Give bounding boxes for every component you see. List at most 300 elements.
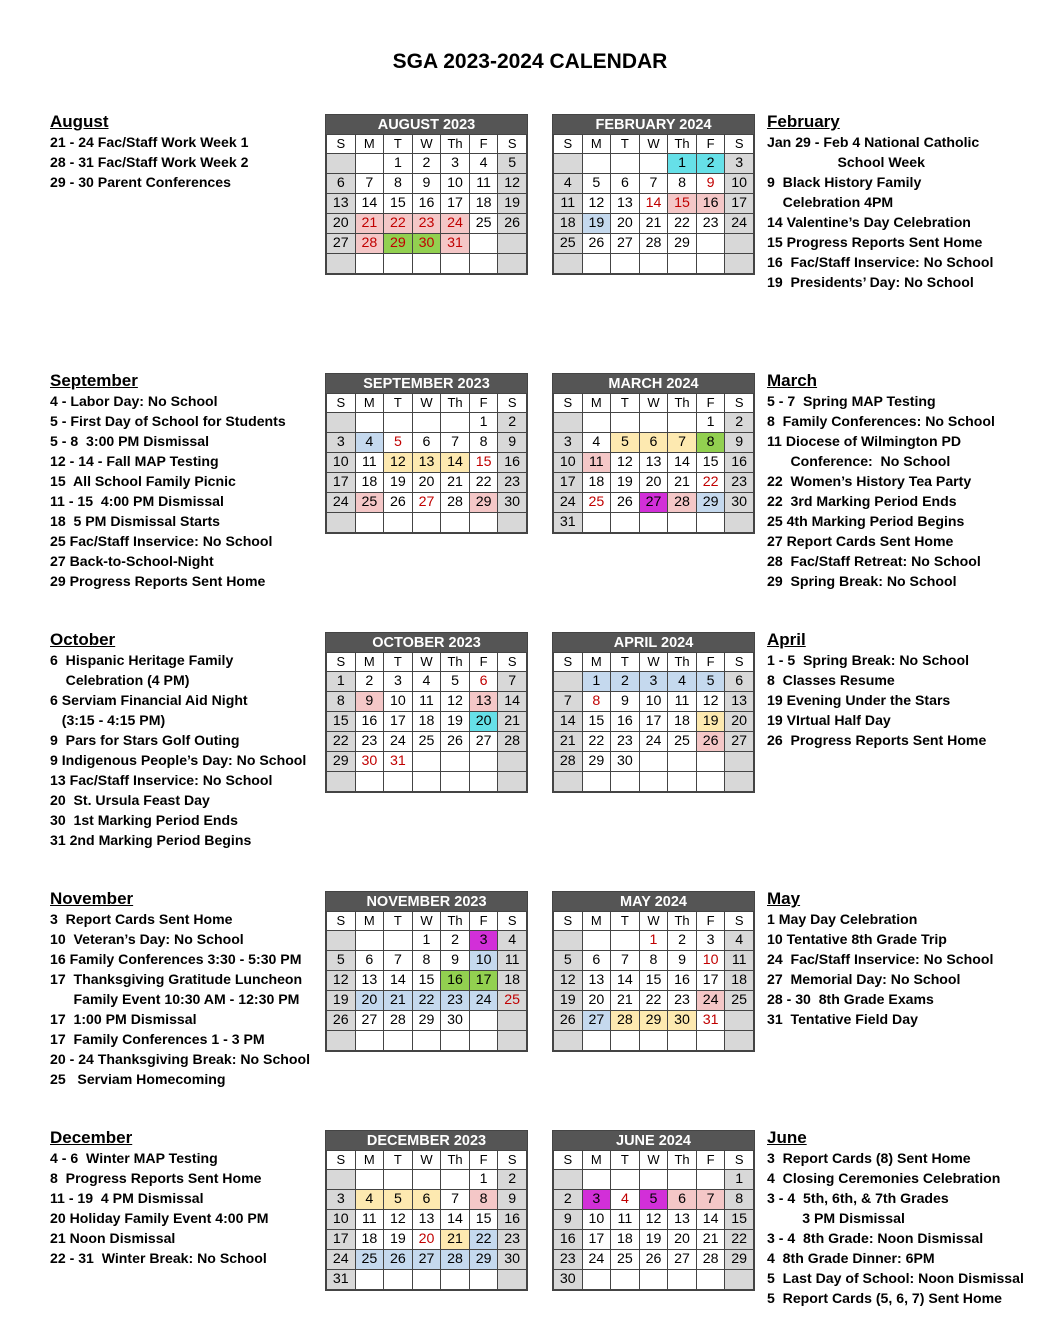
empty-cell — [412, 513, 441, 533]
weekday-header: F — [696, 653, 725, 672]
day-cell: 8 — [412, 951, 441, 971]
event-item: 3 Report Cards Sent Home — [50, 911, 233, 927]
day-cell: 7 — [355, 174, 384, 194]
empty-cell — [412, 254, 441, 274]
day-cell: 7 — [498, 672, 527, 692]
day-cell: 13 — [668, 1210, 697, 1230]
weekday-header: S — [498, 1151, 527, 1170]
event-item: 10 Veteran’s Day: No School — [50, 931, 244, 947]
day-cell: 20 — [355, 991, 384, 1011]
day-cell: 26 — [441, 732, 470, 752]
day-cell: 11 — [469, 174, 498, 194]
day-cell: 12 — [554, 971, 583, 991]
day-cell: 23 — [355, 732, 384, 752]
calendar-title: SEPTEMBER 2023 — [326, 374, 527, 393]
empty-cell — [611, 1031, 640, 1051]
empty-cell — [441, 254, 470, 274]
day-cell: 27 — [327, 234, 356, 254]
day-cell: 7 — [611, 951, 640, 971]
day-cell: 29 — [469, 1250, 498, 1270]
empty-cell — [582, 154, 611, 174]
weekday-header: W — [639, 912, 668, 931]
day-cell: 16 — [355, 712, 384, 732]
day-cell: 13 — [355, 971, 384, 991]
event-item: (3:15 - 4:15 PM) — [50, 712, 166, 728]
empty-cell — [582, 513, 611, 533]
day-cell: 27 — [469, 732, 498, 752]
day-cell: 27 — [668, 1250, 697, 1270]
calendar-may — [552, 891, 755, 1052]
weekday-header: W — [412, 1151, 441, 1170]
weekday-header: M — [582, 912, 611, 931]
empty-cell — [469, 1270, 498, 1290]
day-cell: 9 — [725, 433, 754, 453]
day-cell: 7 — [441, 433, 470, 453]
day-cell: 24 — [327, 493, 356, 513]
empty-cell — [441, 413, 470, 433]
day-cell: 18 — [668, 712, 697, 732]
day-cell: 29 — [412, 1011, 441, 1031]
day-cell: 29 — [696, 493, 725, 513]
day-cell: 7 — [696, 1190, 725, 1210]
day-cell: 11 — [611, 1210, 640, 1230]
day-cell: 9 — [355, 692, 384, 712]
day-cell: 27 — [412, 1250, 441, 1270]
day-cell: 26 — [696, 732, 725, 752]
empty-cell — [668, 772, 697, 792]
weekday-header: S — [725, 1151, 754, 1170]
day-cell: 8 — [668, 174, 697, 194]
event-item: 31 Tentative Field Day — [767, 1011, 918, 1027]
empty-cell — [582, 1170, 611, 1190]
day-cell: 8 — [469, 1190, 498, 1210]
day-cell: 27 — [611, 234, 640, 254]
weekday-header: S — [554, 394, 583, 413]
day-cell: 4 — [355, 433, 384, 453]
empty-cell — [355, 154, 384, 174]
day-cell: 22 — [469, 473, 498, 493]
empty-cell — [725, 234, 754, 254]
day-cell: 9 — [554, 1210, 583, 1230]
calendar-oct — [325, 632, 528, 793]
day-cell: 9 — [668, 951, 697, 971]
day-cell: 23 — [498, 1230, 527, 1250]
day-cell: 13 — [469, 692, 498, 712]
day-cell: 10 — [384, 692, 413, 712]
empty-cell — [327, 1170, 356, 1190]
weekday-header: W — [412, 912, 441, 931]
day-cell: 27 — [639, 493, 668, 513]
september-events — [50, 371, 320, 591]
day-cell: 19 — [384, 473, 413, 493]
day-cell: 18 — [725, 971, 754, 991]
empty-cell — [498, 1011, 527, 1031]
day-cell: 1 — [327, 672, 356, 692]
empty-cell — [611, 413, 640, 433]
day-cell: 23 — [696, 214, 725, 234]
calendar-sep — [325, 373, 528, 534]
calendar-nov — [325, 891, 528, 1052]
day-cell: 21 — [441, 473, 470, 493]
event-item: 9 Indigenous People’s Day: No School — [50, 752, 307, 768]
day-cell: 11 — [554, 194, 583, 214]
event-item: 19 Presidents’ Day: No School — [767, 274, 974, 290]
weekday-header: S — [327, 135, 356, 154]
day-cell: 12 — [498, 174, 527, 194]
calendar-title: OCTOBER 2023 — [326, 633, 527, 652]
weekday-header: Th — [668, 653, 697, 672]
event-item: 29 Spring Break: No School — [767, 573, 957, 589]
day-cell: 9 — [441, 951, 470, 971]
day-cell: 14 — [355, 194, 384, 214]
day-cell: 28 — [554, 752, 583, 772]
day-cell: 2 — [498, 1170, 527, 1190]
empty-cell — [355, 513, 384, 533]
empty-cell — [668, 254, 697, 274]
day-cell: 14 — [639, 194, 668, 214]
event-item: 12 - 14 - Fall MAP Testing — [50, 453, 219, 469]
weekday-header: S — [498, 653, 527, 672]
event-item: 27 Back-to-School-Night — [50, 553, 214, 569]
day-cell: 26 — [554, 1011, 583, 1031]
day-cell: 15 — [668, 194, 697, 214]
day-cell: 17 — [384, 712, 413, 732]
day-cell: 30 — [355, 752, 384, 772]
day-cell: 17 — [696, 971, 725, 991]
day-cell: 6 — [639, 433, 668, 453]
day-cell: 19 — [327, 991, 356, 1011]
empty-cell — [384, 513, 413, 533]
empty-cell — [441, 1270, 470, 1290]
empty-cell — [327, 154, 356, 174]
weekday-header: M — [355, 653, 384, 672]
day-cell: 22 — [668, 214, 697, 234]
weekday-header: T — [384, 1151, 413, 1170]
weekday-header: M — [355, 135, 384, 154]
day-cell: 17 — [469, 971, 498, 991]
empty-cell — [441, 752, 470, 772]
day-cell: 25 — [725, 991, 754, 1011]
weekday-header: F — [696, 135, 725, 154]
day-cell: 13 — [725, 692, 754, 712]
day-cell: 31 — [554, 513, 583, 533]
day-cell: 10 — [639, 692, 668, 712]
month-heading: March — [767, 371, 818, 390]
empty-cell — [412, 752, 441, 772]
day-cell: 17 — [327, 1230, 356, 1250]
day-cell: 11 — [725, 951, 754, 971]
empty-cell — [696, 1170, 725, 1190]
weekday-header: M — [582, 1151, 611, 1170]
day-cell: 23 — [554, 1250, 583, 1270]
day-cell: 30 — [668, 1011, 697, 1031]
empty-cell — [668, 1270, 697, 1290]
day-cell: 30 — [498, 1250, 527, 1270]
event-item: 15 All School Family Picnic — [50, 473, 236, 489]
day-cell: 6 — [327, 174, 356, 194]
day-cell: 16 — [611, 712, 640, 732]
weekday-header: T — [384, 394, 413, 413]
day-cell: 1 — [384, 154, 413, 174]
empty-cell — [384, 931, 413, 951]
day-cell: 20 — [582, 991, 611, 1011]
event-item: 8 Progress Reports Sent Home — [50, 1170, 262, 1186]
day-cell: 8 — [582, 692, 611, 712]
day-cell: 14 — [441, 1210, 470, 1230]
day-cell: 24 — [441, 214, 470, 234]
empty-cell — [611, 772, 640, 792]
day-cell: 21 — [355, 214, 384, 234]
day-cell: 19 — [696, 712, 725, 732]
weekday-header: W — [639, 653, 668, 672]
day-cell: 28 — [611, 1011, 640, 1031]
empty-cell — [554, 1031, 583, 1051]
day-cell: 26 — [582, 234, 611, 254]
day-cell: 26 — [498, 214, 527, 234]
empty-cell — [611, 154, 640, 174]
day-cell: 25 — [498, 991, 527, 1011]
event-item: Celebration (4 PM) — [50, 672, 190, 688]
day-cell: 13 — [327, 194, 356, 214]
empty-cell — [696, 513, 725, 533]
day-cell: 15 — [725, 1210, 754, 1230]
day-cell: 28 — [639, 234, 668, 254]
empty-cell — [384, 1270, 413, 1290]
empty-cell — [327, 1031, 356, 1051]
day-cell: 20 — [639, 473, 668, 493]
april-events — [767, 630, 1032, 750]
day-cell: 23 — [412, 214, 441, 234]
february-events — [767, 112, 1032, 292]
day-cell: 25 — [611, 1250, 640, 1270]
day-cell: 16 — [725, 453, 754, 473]
day-cell: 26 — [639, 1250, 668, 1270]
weekday-header: W — [412, 653, 441, 672]
page-title: SGA 2023-2024 CALENDAR — [392, 50, 668, 73]
day-cell: 15 — [469, 1210, 498, 1230]
empty-cell — [668, 413, 697, 433]
day-cell: 4 — [582, 433, 611, 453]
day-cell: 25 — [554, 234, 583, 254]
weekday-header: Th — [668, 135, 697, 154]
day-cell: 14 — [668, 453, 697, 473]
month-heading: April — [767, 630, 806, 649]
day-cell: 12 — [611, 453, 640, 473]
day-cell: 24 — [639, 732, 668, 752]
month-heading: October — [50, 630, 116, 649]
empty-cell — [668, 1170, 697, 1190]
empty-cell — [696, 1270, 725, 1290]
day-cell: 9 — [412, 174, 441, 194]
weekday-header: T — [611, 912, 640, 931]
day-cell: 7 — [554, 692, 583, 712]
weekday-header: F — [469, 135, 498, 154]
day-cell: 13 — [582, 971, 611, 991]
day-cell: 5 — [384, 1190, 413, 1210]
month-heading: June — [767, 1128, 807, 1147]
weekday-header: Th — [441, 912, 470, 931]
day-cell: 23 — [668, 991, 697, 1011]
day-cell: 5 — [611, 433, 640, 453]
event-item: 20 - 24 Thanksgiving Break: No School — [50, 1051, 311, 1067]
event-item: 25 4th Marking Period Begins — [767, 513, 965, 529]
day-cell: 21 — [696, 1230, 725, 1250]
empty-cell — [582, 1270, 611, 1290]
day-cell: 1 — [412, 931, 441, 951]
empty-cell — [355, 772, 384, 792]
event-item: 22 - 31 Winter Break: No School — [50, 1250, 267, 1266]
day-cell: 3 — [441, 154, 470, 174]
weekday-header: W — [412, 135, 441, 154]
weekday-header: S — [498, 394, 527, 413]
event-item: Celebration 4PM — [767, 194, 894, 210]
day-cell: 6 — [469, 672, 498, 692]
day-cell: 21 — [554, 732, 583, 752]
day-cell: 29 — [384, 234, 413, 254]
event-item: 5 - 7 Spring MAP Testing — [767, 393, 936, 409]
day-cell: 2 — [498, 413, 527, 433]
day-cell: 1 — [639, 931, 668, 951]
empty-cell — [611, 1170, 640, 1190]
day-cell: 28 — [441, 493, 470, 513]
calendar-title: MAY 2024 — [553, 892, 754, 911]
day-cell: 6 — [582, 951, 611, 971]
empty-cell — [327, 931, 356, 951]
empty-cell — [498, 752, 527, 772]
day-cell: 14 — [384, 971, 413, 991]
event-item: 22 3rd Marking Period Ends — [767, 493, 957, 509]
calendar-aug — [325, 114, 528, 275]
day-cell: 14 — [498, 692, 527, 712]
empty-cell — [696, 1031, 725, 1051]
day-cell: 2 — [412, 154, 441, 174]
day-cell: 2 — [611, 672, 640, 692]
day-cell: 5 — [696, 672, 725, 692]
day-cell: 25 — [355, 1250, 384, 1270]
empty-cell — [469, 1011, 498, 1031]
day-cell: 19 — [611, 473, 640, 493]
event-item: 3 Report Cards (8) Sent Home — [767, 1150, 971, 1166]
weekday-header: Th — [668, 912, 697, 931]
weekday-header: S — [498, 135, 527, 154]
empty-cell — [639, 772, 668, 792]
empty-cell — [498, 1031, 527, 1051]
weekday-header: Th — [441, 394, 470, 413]
empty-cell — [469, 234, 498, 254]
empty-cell — [696, 752, 725, 772]
event-item: 3 - 4 8th Grade: Noon Dismissal — [767, 1230, 984, 1246]
day-cell: 21 — [639, 214, 668, 234]
weekday-header: Th — [668, 394, 697, 413]
event-item: 28 - 30 8th Grade Exams — [767, 991, 934, 1007]
weekday-header: F — [469, 1151, 498, 1170]
event-item: 11 Diocese of Wilmington PD — [767, 433, 962, 449]
weekday-header: F — [696, 912, 725, 931]
day-cell: 24 — [554, 493, 583, 513]
day-cell: 9 — [696, 174, 725, 194]
event-item: 1 May Day Celebration — [767, 911, 918, 927]
empty-cell — [554, 154, 583, 174]
weekday-header: Th — [668, 1151, 697, 1170]
empty-cell — [668, 513, 697, 533]
day-cell: 18 — [582, 473, 611, 493]
day-cell: 11 — [582, 453, 611, 473]
empty-cell — [498, 254, 527, 274]
day-cell: 26 — [384, 493, 413, 513]
weekday-header: T — [384, 912, 413, 931]
day-cell: 24 — [327, 1250, 356, 1270]
event-item: 16 Fac/Staff Inservice: No School — [767, 254, 994, 270]
event-item: 4 - Labor Day: No School — [50, 393, 218, 409]
day-cell: 18 — [355, 473, 384, 493]
day-cell: 19 — [554, 991, 583, 1011]
day-cell: 2 — [725, 413, 754, 433]
event-item: 17 Thanksgiving Gratitude Luncheon — [50, 971, 303, 987]
weekday-header: W — [639, 1151, 668, 1170]
day-cell: 5 — [441, 672, 470, 692]
day-cell: 21 — [611, 991, 640, 1011]
empty-cell — [498, 513, 527, 533]
empty-cell — [582, 1031, 611, 1051]
day-cell: 22 — [412, 991, 441, 1011]
day-cell: 8 — [639, 951, 668, 971]
calendar-title: NOVEMBER 2023 — [326, 892, 527, 911]
empty-cell — [696, 234, 725, 254]
weekday-header: M — [582, 653, 611, 672]
day-cell: 15 — [696, 453, 725, 473]
day-cell: 20 — [668, 1230, 697, 1250]
day-cell: 6 — [412, 1190, 441, 1210]
day-cell: 1 — [725, 1170, 754, 1190]
weekday-header: T — [611, 1151, 640, 1170]
day-cell: 24 — [384, 732, 413, 752]
event-item: 27 Report Cards Sent Home — [767, 533, 954, 549]
day-cell: 11 — [355, 453, 384, 473]
empty-cell — [441, 1170, 470, 1190]
day-cell: 12 — [639, 1210, 668, 1230]
day-cell: 28 — [441, 1250, 470, 1270]
weekday-header: S — [725, 394, 754, 413]
day-cell: 29 — [582, 752, 611, 772]
day-cell: 31 — [441, 234, 470, 254]
empty-cell — [554, 931, 583, 951]
empty-cell — [639, 1031, 668, 1051]
weekday-header: M — [355, 1151, 384, 1170]
weekday-header: T — [384, 135, 413, 154]
day-cell: 5 — [384, 433, 413, 453]
day-cell: 10 — [582, 1210, 611, 1230]
empty-cell — [469, 254, 498, 274]
day-cell: 13 — [611, 194, 640, 214]
empty-cell — [639, 752, 668, 772]
day-cell: 8 — [327, 692, 356, 712]
event-item: 4 8th Grade Dinner: 6PM — [767, 1250, 935, 1266]
empty-cell — [441, 513, 470, 533]
day-cell: 5 — [498, 154, 527, 174]
calendar-title: APRIL 2024 — [553, 633, 754, 652]
day-cell: 28 — [668, 493, 697, 513]
event-item: 30 1st Marking Period Ends — [50, 812, 238, 828]
calendar-dec — [325, 1130, 528, 1291]
day-cell: 14 — [441, 453, 470, 473]
day-cell: 15 — [327, 712, 356, 732]
day-cell: 10 — [696, 951, 725, 971]
empty-cell — [725, 1011, 754, 1031]
day-cell: 20 — [725, 712, 754, 732]
day-cell: 30 — [412, 234, 441, 254]
empty-cell — [327, 254, 356, 274]
calendar-title: AUGUST 2023 — [326, 115, 527, 134]
